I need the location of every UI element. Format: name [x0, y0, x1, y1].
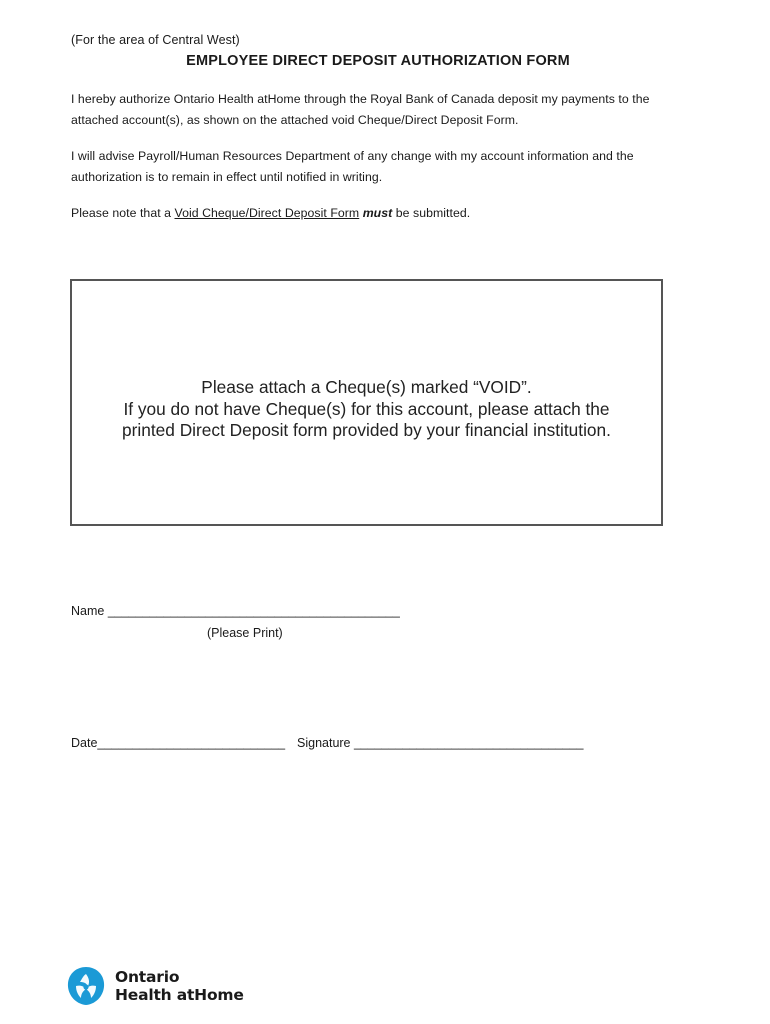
notification-paragraph: I will advise Payroll/Human Resources Department of any change with my account information and the authorization is to remain in effect until notified in writing. [71, 149, 634, 184]
void-instruction-line-2: If you do not have Cheque(s) for this account, please attach the [123, 398, 610, 419]
void-cheque-instructions [72, 377, 661, 442]
trillium-logo-icon [67, 966, 105, 1006]
date-field[interactable]: Date___________________________ [71, 736, 286, 750]
form-title: EMPLOYEE DIRECT DEPOSIT AUTHORIZATION FORM [186, 53, 570, 69]
submission-note-start: Please note that a [71, 206, 175, 220]
please-print-note: (Please Print) [207, 626, 283, 640]
logo-line-ontario: Ontario [115, 968, 180, 986]
ontario-health-athome-logo [67, 966, 267, 1006]
void-cheque-form-reference: Void Cheque/Direct Deposit Form [174, 206, 360, 220]
must-emphasis: must [362, 206, 393, 220]
area-note: (For the area of Central West) [71, 33, 240, 47]
void-cheque-attachment-box [70, 279, 663, 526]
name-field[interactable]: Name __________________________________________ [71, 604, 400, 618]
submission-note-end: be submitted. [392, 206, 471, 220]
void-instruction-line-3: printed Direct Deposit form provided by your financial institution. [122, 420, 611, 440]
signature-field[interactable]: Signature _________________________________ [297, 736, 584, 750]
logo-line-health-athome: Health atHome [115, 986, 244, 1004]
submission-note [71, 203, 691, 224]
authorization-paragraph: I hereby authorize Ontario Health atHome through the Royal Bank of Canada deposit my payments to the attached account(s), as shown on the attached void Cheque/Direct Deposit Form. [71, 92, 650, 127]
void-instruction-line-1: Please attach a Cheque(s) marked “VOID”. [201, 377, 532, 397]
logo-wordmark [115, 968, 244, 1004]
